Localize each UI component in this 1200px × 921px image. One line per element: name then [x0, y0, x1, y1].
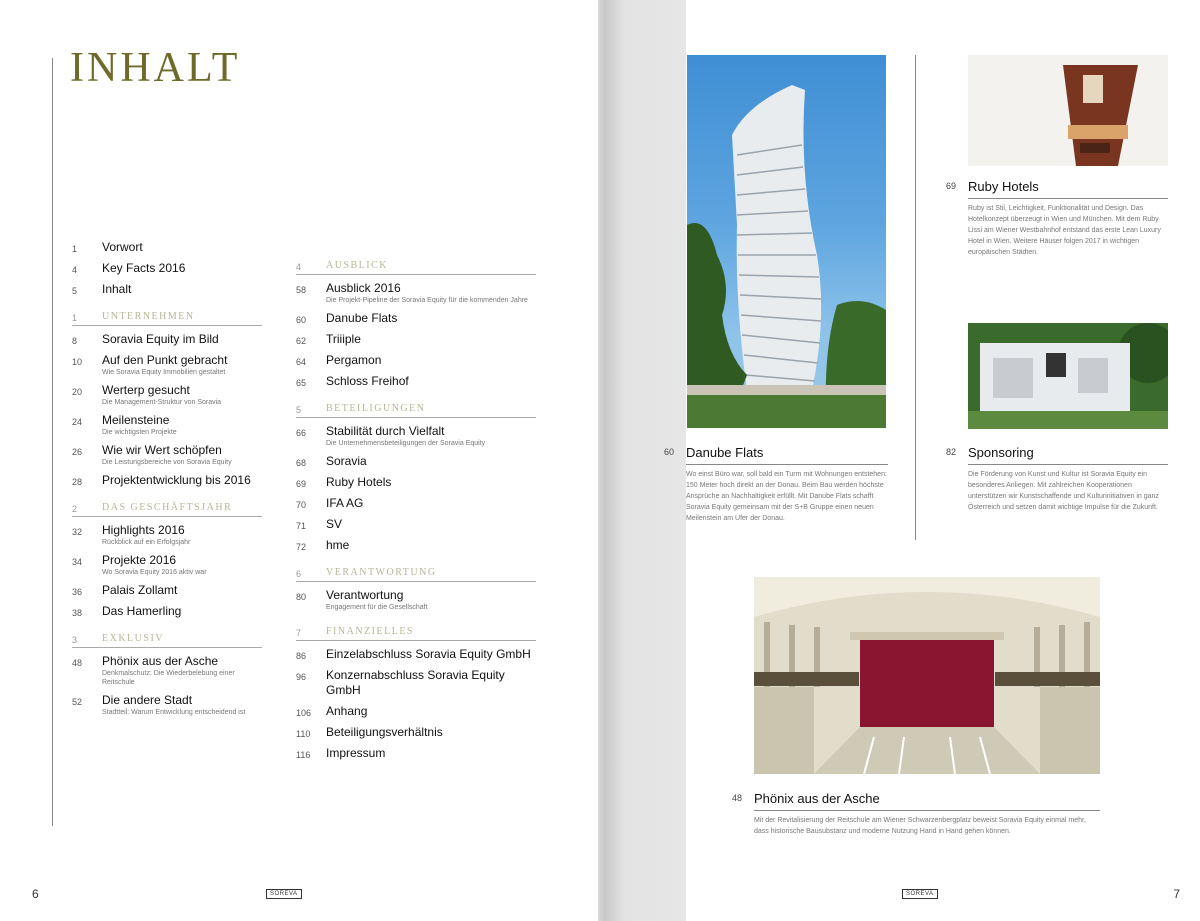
toc-page-number: 86 — [296, 651, 307, 661]
danube-flats-photo — [687, 55, 886, 428]
toc-section-label: FINANZIELLES — [326, 626, 414, 637]
toc-page-number: 72 — [296, 542, 307, 552]
sponsoring-photo — [968, 323, 1168, 429]
page-title: INHALT — [70, 45, 241, 91]
toc-section-header — [72, 311, 262, 326]
toc-section-header — [72, 633, 262, 648]
toc-entry[interactable] — [296, 454, 536, 469]
toc-page-number: 34 — [72, 557, 83, 567]
toc-entry[interactable] — [72, 240, 262, 255]
hotel-interior-illustration — [968, 55, 1168, 166]
toc-entry[interactable] — [72, 332, 262, 347]
toc-entry-title: Key Facts 2016 — [102, 261, 186, 275]
toc-page-number: 71 — [296, 521, 307, 531]
feature-phoenix — [732, 790, 1100, 837]
right-column-rule — [915, 55, 916, 540]
tower-illustration — [687, 55, 886, 428]
toc-entry-title: Highlights 2016 — [102, 523, 185, 537]
feature-text: Mit der Revitalisierung der Reitschule am Wiener Schwarzenbergplatz beweist Soravia Equity einmal mehr, dass historische Bausubstanz und moderne Nutzung Hand in Hand gehen können. — [754, 817, 1086, 835]
feature-text: Die Förderung von Kunst und Kultur ist Soravia Equity ein besonderes Anliegen. Mit zahlreichen Kooperationen unterstützen wir Kunstschaffende und Kulturinitiativen in ganz Österreich und setzen damit wichtige Impulse für die Zukunft. — [968, 471, 1159, 511]
toc-entry-title: Konzernabschluss Soravia Equity GmbH — [326, 668, 505, 697]
toc-entry[interactable] — [72, 583, 262, 598]
toc-page-number: 96 — [296, 672, 307, 682]
book-gutter — [598, 0, 686, 921]
toc-page-number: 28 — [72, 477, 83, 487]
toc-page-number: 1 — [72, 244, 78, 254]
toc-entry-subtitle: Denkmalschutz: Die Wiederbelebung einer Reitschule — [102, 670, 235, 686]
toc-entry-title: Meilensteine — [102, 413, 170, 427]
toc-entry-title: Phönix aus der Asche — [102, 654, 219, 668]
page-number-left: 6 — [32, 887, 39, 901]
toc-entry-title: Impressum — [326, 746, 386, 760]
feature-text: Ruby ist Stil, Leichtigkeit, Funktionalität und Design. Das Hotelkonzept überzeugt in Wien und München. Mit dem Ruby Lissi am Wiener Westbahnhof entstand das erste Lean Luxury Hotel in Wien. Weitere Häuser folgen 2017 in wichtigen europäischen Städten. — [968, 205, 1161, 256]
building-illustration — [968, 323, 1168, 429]
toc-section-header — [296, 626, 536, 641]
toc-entry-title: Stabilität durch Vielfalt — [326, 424, 445, 438]
toc-page-number: 26 — [72, 447, 83, 457]
toc-entry-subtitle: Die Unternehmensbeteiligungen der Soravia Equity — [326, 440, 486, 447]
toc-entry[interactable] — [296, 746, 536, 761]
toc-page-number: 52 — [72, 697, 83, 707]
toc-page-number: 4 — [72, 265, 78, 275]
toc-section-number: 5 — [296, 405, 302, 415]
toc-entry-subtitle: Engagement für die Gesellschaft — [326, 604, 428, 611]
toc-entry[interactable] — [72, 413, 262, 437]
toc-entry-title: Anhang — [326, 704, 368, 718]
toc-entry-title: Schloss Freihof — [326, 374, 409, 388]
toc-entry[interactable] — [296, 647, 536, 662]
toc-entry-subtitle: Die wichtigsten Projekte — [102, 429, 177, 436]
toc-page-number: 70 — [296, 500, 307, 510]
toc-page-number: 65 — [296, 378, 307, 388]
toc-entry-title: Auf den Punkt gebracht — [102, 353, 228, 367]
toc-entry-title: Einzelabschluss Soravia Equity GmbH — [326, 647, 531, 661]
feature-page-number: 69 — [946, 181, 957, 191]
toc-entry[interactable] — [296, 424, 536, 448]
toc-entry[interactable] — [72, 604, 262, 619]
feature-text: Wo einst Büro war, soll bald ein Turm mit Wohnungen entstehen: 150 Meter hoch direkt an der Donau. Beim Bau werden höchste Ansprüche an Nachhaltigkeit erfüllt. Mit Danube Flats schafft Soravia Equity gemeinsam mit der S+B Gruppe einen neuen Meilenstein am Ufer der Donau. — [686, 471, 887, 522]
toc-entry[interactable] — [72, 383, 262, 407]
toc-entry-title: Danube Flats — [326, 311, 398, 325]
toc-section-header — [72, 502, 262, 517]
feature-page-number: 48 — [732, 793, 743, 803]
feature-ruby-hotels — [946, 178, 1168, 258]
left-margin-rule — [52, 58, 53, 826]
toc-section-label: UNTERNEHMEN — [102, 311, 195, 322]
toc-entry[interactable] — [72, 443, 262, 467]
toc-entry-title: Ausblick 2016 — [326, 281, 401, 295]
toc-page-number: 62 — [296, 336, 307, 346]
toc-entry-title: Soravia — [326, 454, 367, 468]
toc-page-number: 110 — [296, 729, 311, 739]
toc-entry-subtitle: Die Management-Struktur von Soravia — [102, 399, 222, 406]
toc-entry-title: Die andere Stadt — [102, 693, 193, 707]
toc-page-number: 48 — [72, 658, 83, 668]
ruby-hotels-photo — [968, 55, 1168, 166]
feature-title: Phönix aus der Asche — [754, 791, 880, 806]
toc-column-2 — [296, 246, 536, 767]
toc-entry-title: Palais Zollamt — [102, 583, 178, 597]
toc-section-number: 4 — [296, 262, 302, 272]
phoenix-hall-photo — [754, 577, 1100, 774]
toc-entry-title: SV — [326, 517, 343, 531]
feature-page-number: 60 — [664, 447, 675, 457]
toc-entry[interactable] — [72, 261, 262, 276]
toc-entry-title: Projekte 2016 — [102, 553, 177, 567]
toc-entry[interactable] — [72, 473, 262, 488]
toc-entry[interactable] — [296, 353, 536, 368]
toc-entry-title: Vorwort — [102, 240, 143, 254]
toc-entry[interactable] — [72, 553, 262, 577]
toc-entry-subtitle: Rückblick auf ein Erfolgsjahr — [102, 539, 191, 546]
toc-section-header — [296, 403, 536, 418]
toc-entry[interactable] — [72, 523, 262, 547]
toc-entry-title: Ruby Hotels — [326, 475, 392, 489]
page-number-right: 7 — [1173, 887, 1180, 901]
left-page — [0, 0, 598, 921]
toc-entry-title: IFA AG — [326, 496, 364, 510]
hall-illustration — [754, 577, 1100, 774]
toc-entry[interactable] — [296, 496, 536, 511]
toc-section-number: 3 — [72, 635, 78, 645]
toc-entry-title: Inhalt — [102, 282, 132, 296]
toc-section-header — [296, 567, 536, 582]
feature-page-number: 82 — [946, 447, 957, 457]
toc-page-number: 36 — [72, 587, 83, 597]
toc-page-number: 10 — [72, 357, 83, 367]
right-page — [664, 0, 1200, 921]
toc-section-number: 2 — [72, 504, 78, 514]
toc-entry[interactable] — [296, 538, 536, 553]
toc-entry[interactable] — [296, 517, 536, 532]
toc-section-label: DAS GESCHÄFTSJAHR — [102, 502, 233, 513]
toc-column-1 — [72, 240, 262, 723]
toc-entry-title: Verantwortung — [326, 588, 404, 602]
toc-entry-subtitle: Stadtteil: Warum Entwicklung entscheidend ist — [102, 709, 246, 716]
toc-section-label: AUSBLICK — [326, 260, 389, 271]
toc-entry-subtitle: Wo Soravia Equity 2016 aktiv war — [102, 569, 207, 576]
toc-section-number: 7 — [296, 628, 302, 638]
toc-entry[interactable] — [296, 704, 536, 719]
toc-entry-title: Das Hamerling — [102, 604, 182, 618]
toc-page-number: 116 — [296, 750, 311, 760]
toc-page-number: 8 — [72, 336, 78, 346]
toc-page-number: 60 — [296, 315, 307, 325]
toc-page-number: 32 — [72, 527, 83, 537]
toc-entry[interactable] — [296, 374, 536, 389]
toc-section-label: VERANTWORTUNG — [326, 567, 437, 578]
feature-title: Ruby Hotels — [968, 179, 1039, 194]
toc-page-number: 58 — [296, 285, 307, 295]
toc-entry[interactable] — [72, 282, 262, 297]
toc-section-number: 1 — [72, 313, 78, 323]
toc-entry-title: Werterp gesucht — [102, 383, 190, 397]
toc-page-number: 20 — [72, 387, 83, 397]
toc-section-header — [296, 260, 536, 275]
toc-entry-title: Triiiple — [326, 332, 361, 346]
toc-page-number: 38 — [72, 608, 83, 618]
toc-entry[interactable] — [296, 311, 536, 326]
publisher-logo-left: SOREVA — [266, 889, 302, 899]
toc-entry[interactable] — [72, 693, 262, 717]
publisher-logo-right: SOREVA — [902, 889, 938, 899]
toc-page-number: 68 — [296, 458, 307, 468]
toc-entry-title: Wie wir Wert schöpfen — [102, 443, 222, 457]
feature-sponsoring — [946, 444, 1168, 513]
toc-page-number: 69 — [296, 479, 307, 489]
toc-entry[interactable] — [296, 725, 536, 740]
toc-entry[interactable] — [72, 353, 262, 377]
toc-page-number: 80 — [296, 592, 307, 602]
toc-entry-title: Pergamon — [326, 353, 382, 367]
toc-entry[interactable] — [72, 654, 262, 687]
feature-title: Sponsoring — [968, 445, 1034, 460]
toc-entry-subtitle: Die Leistungsbereiche von Soravia Equity — [102, 459, 232, 466]
toc-page-number: 24 — [72, 417, 83, 427]
toc-entry-title: Projektentwicklung bis 2016 — [102, 473, 251, 487]
toc-entry-subtitle: Die Projekt-Pipeline der Soravia Equity für die kommenden Jahre — [326, 297, 528, 304]
toc-section-label: EXKLUSIV — [102, 633, 164, 644]
toc-section-number: 6 — [296, 569, 302, 579]
feature-danube-flats — [664, 444, 888, 524]
toc-section-label: BETEILIGUNGEN — [326, 403, 426, 414]
toc-entry[interactable] — [296, 588, 536, 612]
toc-page-number: 106 — [296, 708, 312, 718]
toc-entry-title: Beteiligungsverhältnis — [326, 725, 443, 739]
toc-entry-subtitle: Wie Soravia Equity Immobilien gestaltet — [102, 369, 226, 376]
toc-entry[interactable] — [296, 475, 536, 490]
toc-entry-title: hme — [326, 538, 350, 552]
toc-page-number: 66 — [296, 428, 307, 438]
toc-page-number: 5 — [72, 286, 78, 296]
toc-entry[interactable] — [296, 668, 536, 698]
toc-entry-title: Soravia Equity im Bild — [102, 332, 219, 346]
toc-entry[interactable] — [296, 332, 536, 347]
toc-page-number: 64 — [296, 357, 307, 367]
toc-entry[interactable] — [296, 281, 536, 305]
feature-title: Danube Flats — [686, 445, 764, 460]
